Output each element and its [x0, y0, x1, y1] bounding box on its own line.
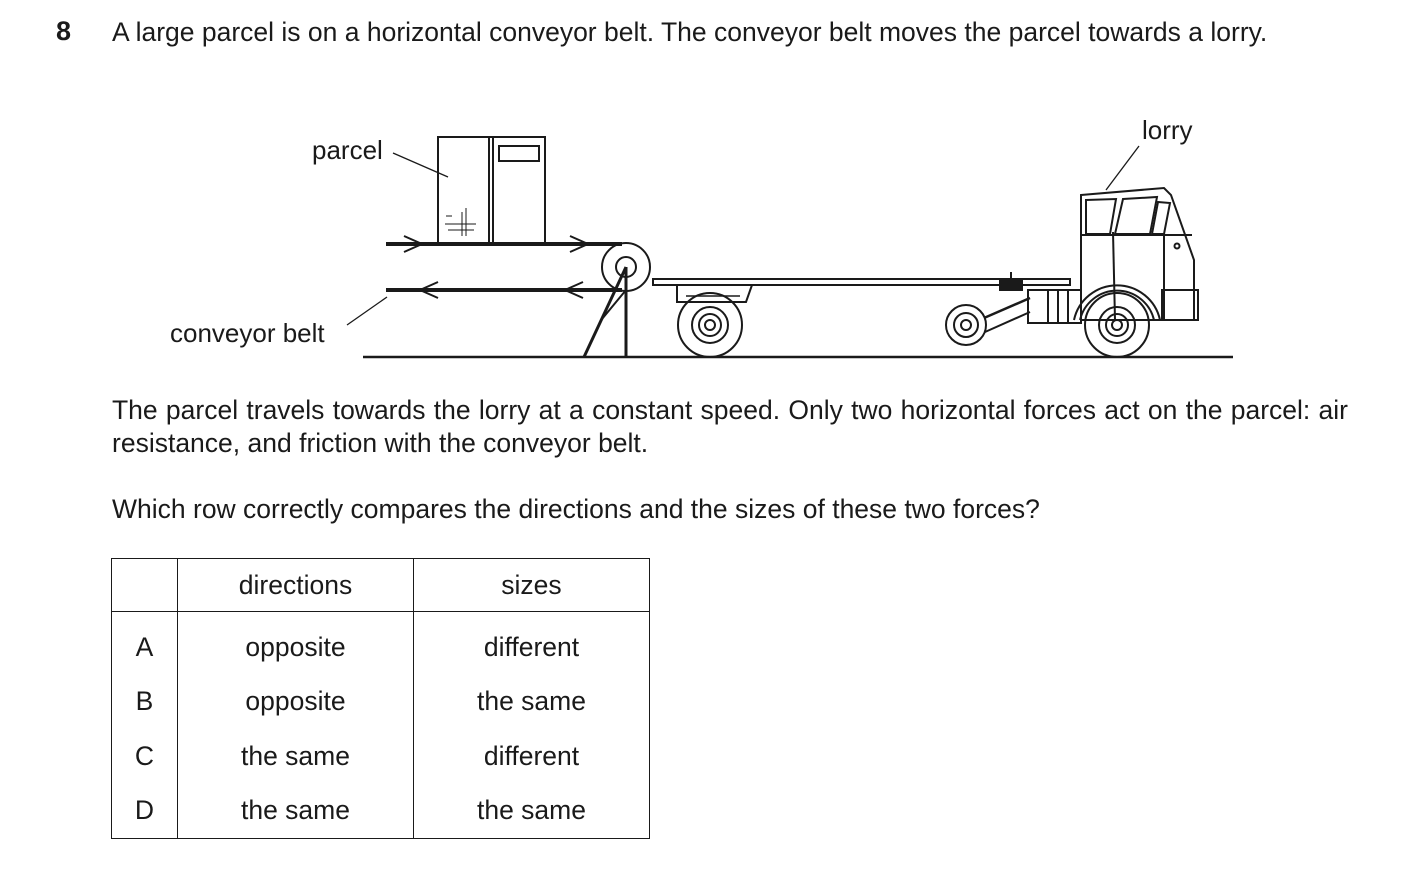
option-sizes: different: [414, 729, 650, 784]
option-letter: A: [112, 612, 178, 675]
option-directions: the same: [178, 729, 414, 784]
header-directions: directions: [178, 559, 414, 612]
option-letter: C: [112, 729, 178, 784]
conveyor-belt: [386, 236, 650, 357]
parcel-box: [438, 137, 545, 243]
answer-options-table: [111, 558, 650, 839]
option-row-b[interactable]: [112, 675, 650, 730]
option-row-a[interactable]: [112, 612, 650, 675]
option-directions: opposite: [178, 675, 414, 730]
option-letter: D: [112, 784, 178, 839]
option-sizes: the same: [414, 675, 650, 730]
lorry-trailer: [653, 272, 1070, 357]
option-sizes: different: [414, 612, 650, 675]
question-intro: A large parcel is on a horizontal conveyor belt. The conveyor belt moves the parcel towards a lorry.: [112, 17, 1268, 47]
conveyor-lorry-diagram: [0, 100, 1403, 370]
conveyor-leader-line: [347, 297, 387, 325]
question-body: The parcel travels towards the lorry at a constant speed. Only two horizontal forces act on the parcel: air resistance, and friction with the conveyor belt.: [112, 395, 1348, 458]
parcel-leader-line: [393, 153, 448, 177]
header-sizes: sizes: [414, 559, 650, 612]
header-letter: [112, 559, 178, 612]
parcel-label: parcel: [312, 135, 383, 165]
conveyor-belt-label: conveyor belt: [170, 318, 325, 348]
option-directions: opposite: [178, 612, 414, 675]
lorry-cab: [1028, 188, 1198, 357]
question-prompt: Which row correctly compares the directions and the sizes of these two forces?: [112, 494, 1040, 524]
table-header-row: [112, 559, 650, 612]
question-number: 8: [56, 16, 72, 46]
option-row-c[interactable]: [112, 729, 650, 784]
lorry-label: lorry: [1142, 115, 1193, 145]
option-letter: B: [112, 675, 178, 730]
option-directions: the same: [178, 784, 414, 839]
option-sizes: the same: [414, 784, 650, 839]
lorry-leader-line: [1106, 146, 1139, 190]
option-row-d[interactable]: [112, 784, 650, 839]
